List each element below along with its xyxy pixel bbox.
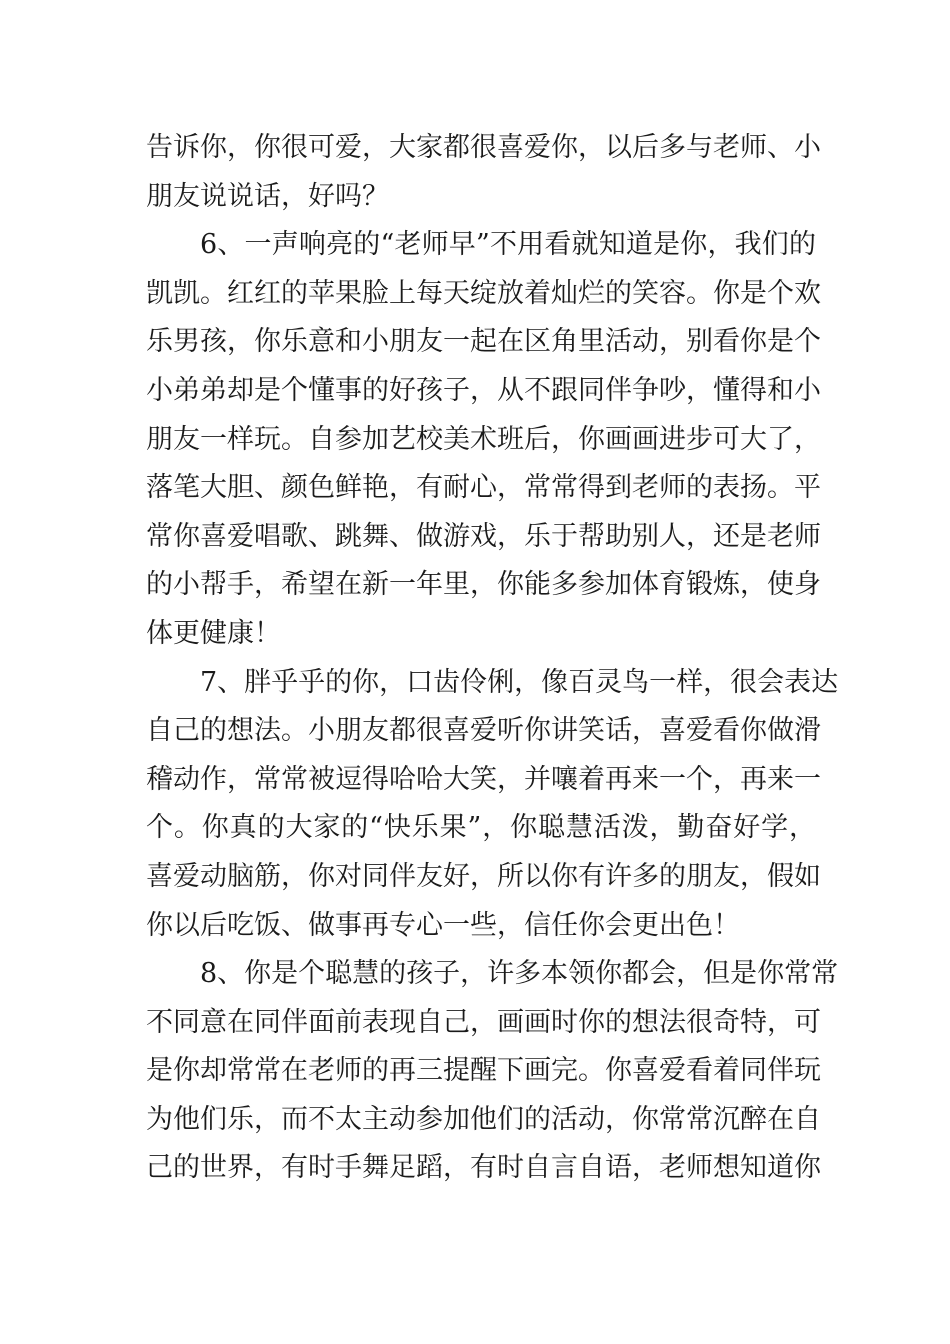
- text-line: 常你喜爱唱歌、跳舞、做游戏，乐于帮助别人，还是老师: [146, 520, 821, 552]
- text-line: 是你却常常在老师的再三提醒下画完。你喜爱看着同伴玩: [146, 1055, 821, 1087]
- text-line: 自己的想法。小朋友都很喜爱听你讲笑话，喜爱看你做滑: [146, 715, 821, 747]
- text-line: 小弟弟却是个懂事的好孩子，从不跟同伴争吵，懂得和小: [146, 374, 821, 406]
- body-text: [146, 124, 839, 1193]
- text-line: 喜爱动脑筋，你对同伴友好，所以你有许多的朋友，假如: [146, 860, 821, 892]
- text-line: 你以后吃饭、做事再专心一些，信任你会更出色！: [146, 909, 740, 941]
- text-line: 己的世界，有时手舞足蹈，有时自言自语，老师想知道你: [146, 1152, 821, 1184]
- text-line: 凯凯。红红的苹果脸上每天绽放着灿烂的笑容。你是个欢: [146, 277, 821, 309]
- text-line: 7、胖乎乎的你，口齿伶俐，像百灵鸟一样，很会表达: [200, 666, 839, 698]
- text-line: 体更健康！: [146, 617, 281, 649]
- text-line: 不同意在同伴面前表现自己，画画时你的想法很奇特，可: [146, 1006, 821, 1038]
- text-line: 朋友说说话，好吗？: [146, 180, 389, 212]
- text-line: 稽动作，常常被逗得哈哈大笑，并嚷着再来一个，再来一: [146, 763, 821, 795]
- text-line: 为他们乐，而不太主动参加他们的活动，你常常沉醉在自: [146, 1103, 821, 1135]
- text-line: 朋友一样玩。自参加艺校美术班后，你画画进步可大了，: [146, 423, 821, 455]
- text-line: 乐男孩，你乐意和小朋友一起在区角里活动，别看你是个: [146, 326, 821, 358]
- text-line: 告诉你，你很可爱，大家都很喜爱你，以后多与老师、小: [146, 132, 821, 163]
- text-line: 8、你是个聪慧的孩子，许多本领你都会，但是你常常: [200, 958, 839, 990]
- text-line: 的小帮手，希望在新一年里，你能多参加体育锻炼，使身: [146, 569, 821, 601]
- text-line: 个。你真的大家的“快乐果”，你聪慧活泼，勤奋好学，: [146, 812, 816, 844]
- text-line: 落笔大胆、颜色鲜艳，有耐心，常常得到老师的表扬。平: [146, 472, 821, 504]
- text-line: 6、一声响亮的“老师早”不用看就知道是你，我们的: [200, 229, 816, 261]
